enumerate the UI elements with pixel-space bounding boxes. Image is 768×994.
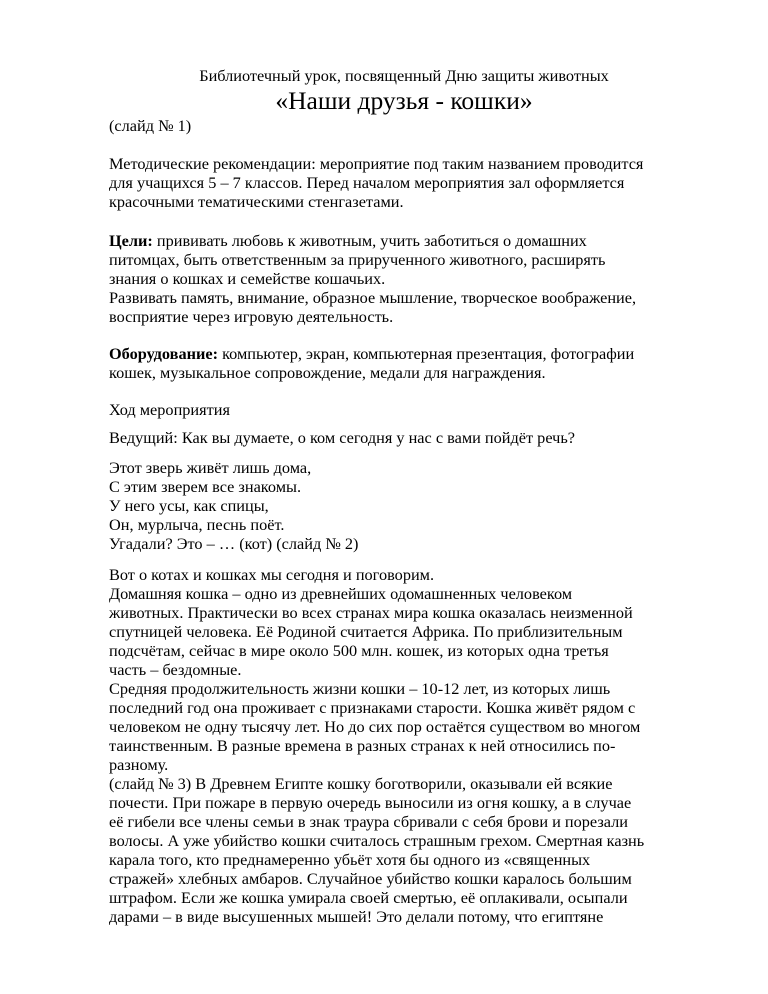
poem-line: Он, мурлыча, песнь поёт. [109,515,285,534]
goals-line: Развивать память, внимание, образное мышление, творческое воображение, [109,288,637,307]
goals-line: восприятие через игровую деятельность. [109,307,394,326]
body-line: часть – бездомные. [109,660,242,679]
body-line: её гибели все члены семьи в знак траура сбривали с себя брови и порезали [109,812,628,831]
body-line: последний год она проживает с признаками старости. Кошка живёт рядом с [109,698,636,717]
goals-line: знания о кошках и семействе кошачьих. [109,269,386,288]
body-line: животных. Практически во всех странах мира кошка оказалась неизменной [109,603,633,622]
method-line: красочными тематическими стенгазетами. [109,192,404,211]
goals-line [109,232,587,250]
body-line: (слайд № 3) В Древнем Египте кошку боготворили, оказывали ей всякие [109,774,613,793]
goals-label: Цели: [109,231,153,250]
equipment-line [109,345,634,363]
body-line: спутницей человека. Её Родиной считается Африка. По приблизительным [109,622,623,641]
poem-line: Этот зверь живёт лишь дома, [109,458,312,477]
body-line: дарами – в виде высушенных мышей! Это делали потому, что египтяне [109,907,604,926]
body-line: карала того, кто преднамеренно убьёт хотя бы одного из «священных [109,850,591,869]
body-line: человеком не одну тысячу лет. Но до сих пор остаётся существом во многом [109,717,641,736]
body-line: подсчётам, сейчас в мире около 500 млн. кошек, из которых одна третья [109,641,609,660]
goals-text: прививать любовь к животным, учить заботиться о домашних [152,231,587,250]
body-line: Домашняя кошка – одно из древнейших одомашненных человеком [109,584,573,603]
body-line: стражей» хлебных амбаров. Случайное убийство кошки каралось большим [109,869,632,888]
method-line: Методические рекомендации: мероприятие под таким названием проводится [109,154,644,173]
body-line: Средняя продолжительность жизни кошки – 10-12 лет, из которых лишь [109,679,611,698]
poem-line: Угадали? Это – … (кот) (слайд № 2) [109,534,359,553]
body-line: волосы. А уже убийство кошки считалось страшным грехом. Смертная казнь [109,831,645,850]
equipment-line: кошек, музыкальное сопровождение, медали для награждения. [109,363,546,382]
poem-line: У него усы, как спицы, [109,496,269,515]
body-line: Вот о котах и кошках мы сегодня и поговорим. [109,565,435,584]
goals-line: питомцах, быть ответственным за прирученного животного, расширять [109,250,606,269]
course-heading: Ход мероприятия [109,400,230,419]
slide-ref: (слайд № 1) [109,116,192,135]
body-line: почести. При пожаре в первую очередь выносили из огня кошку, а в случае [109,793,632,812]
poem-line: С этим зверем все знакомы. [109,477,302,496]
body-line: таинственным. В разные времена в разных странах к ней относились по- [109,736,616,755]
equipment-text: компьютер, экран, компьютерная презентация, фотографии [218,344,635,363]
host-question: Ведущий: Как вы думаете, о ком сегодня у нас с вами пойдёт речь? [109,428,575,447]
body-line: разному. [109,755,169,774]
body-line: штрафом. Если же кошка умирала своей смертью, её оплакивали, осыпали [109,888,628,907]
lesson-title: «Наши друзья - кошки» [275,86,533,115]
lesson-subtitle: Библиотечный урок, посвященный Дню защиты животных [199,66,609,85]
method-line: для учащихся 5 – 7 классов. Перед началом мероприятия зал оформляется [109,173,625,192]
equipment-label: Оборудование: [109,344,218,363]
